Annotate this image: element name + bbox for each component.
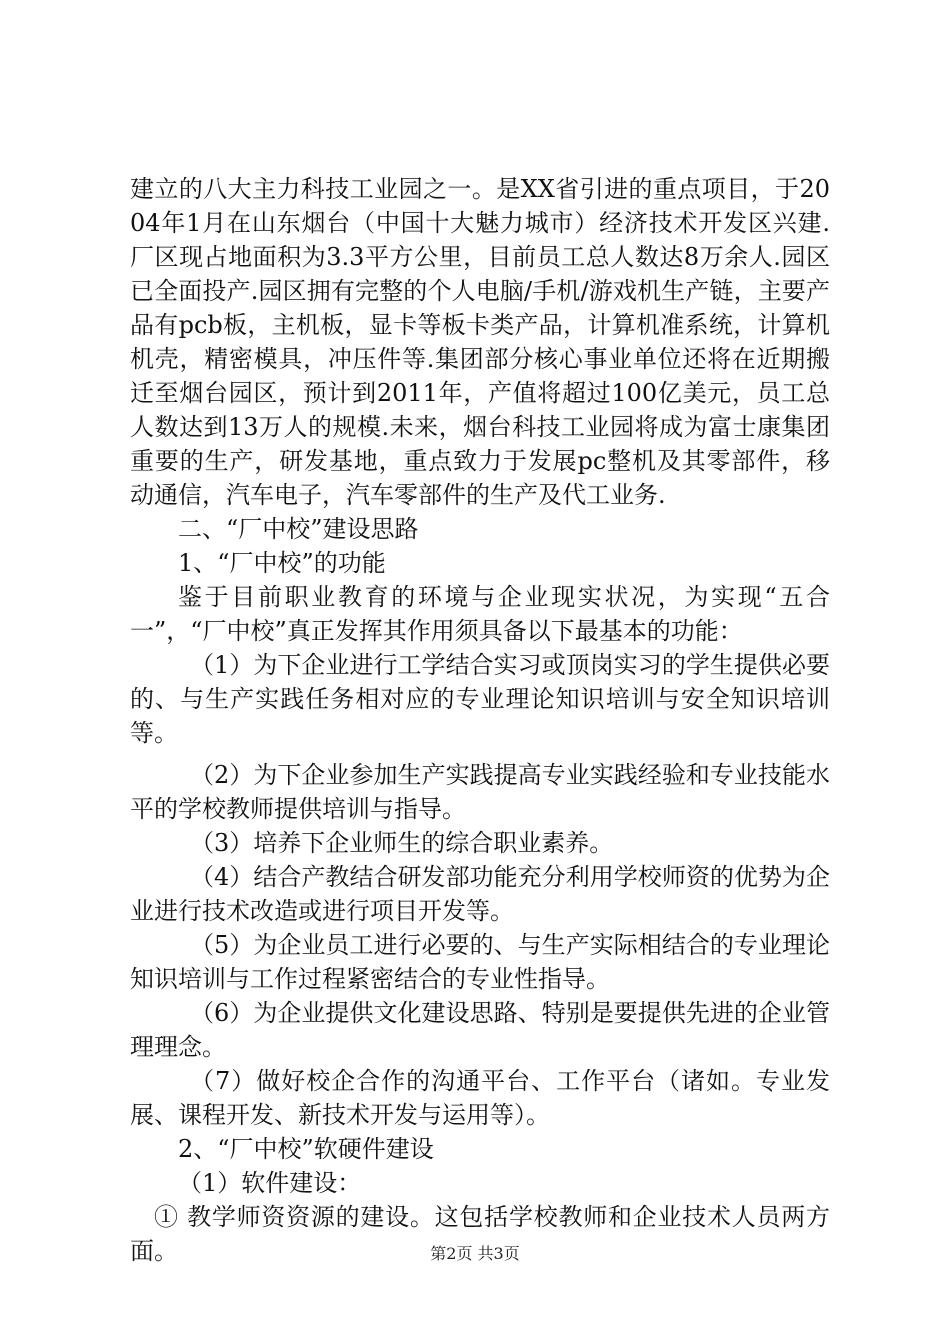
subsection-heading-2: 2、“厂中校”软硬件建设 xyxy=(178,1135,434,1163)
list-item-4: （4）结合产教结合研发部功能充分利用学校师资的优势为企业进行技术改造或进行项目开发等。 xyxy=(130,863,830,925)
list-item-5: （5）为企业员工进行必要的、与生产实际相结合的专业理论知识培训与工作过程紧密结合的专业性指导。 xyxy=(130,931,830,993)
sub-item-teaching-staff: ① 教学师资资源的建设。这包括学校教师和企业技术人员两方面。 xyxy=(130,1203,830,1265)
paragraph-intro: 建立的八大主力科技工业园之一。是XX省引进的重点项目，于2004年1月在山东烟台（中国十大魅力城市）经济技术开发区兴建.厂区现占地面积为3.3平方公里，目前员工总人数达8万余人.园区已全面投产.园区拥有完整的个人电脑/手机/游戏机生产链，主要产品有pcb板，主机板，显卡等板卡类产品，计算机准系统，计算机机壳，精密模具，冲压件等.集团部分核心事业单位还将在近期搬迁至烟台园区，预计到2011年，产值将超过100亿美元，员工总人数达到13万人的规模.未来，烟台科技工业园将成为富士康集团重要的生产，研发基地，重点致力于发展pc整机及其零部件，移动通信，汽车电子，汽车零部件的生产及代工业务. xyxy=(130,175,830,509)
subsection-heading-1: 1、“厂中校”的功能 xyxy=(178,549,386,577)
list-item-2: （2）为下企业参加生产实践提高专业实践经验和专业技能水平的学校教师提供培训与指导。 xyxy=(130,761,830,823)
list-item-6: （6）为企业提供文化建设思路、特别是要提供先进的企业管理理念。 xyxy=(130,999,830,1061)
document-body xyxy=(130,172,830,1268)
paragraph-functions-intro: 鉴于目前职业教育的环境与企业现实状况，为实现“五合一”，“厂中校”真正发挥其作用须具备以下最基本的功能： xyxy=(130,583,830,645)
sub-item-software: （1）软件建设： xyxy=(178,1169,362,1197)
list-item-3: （3）培养下企业师生的综合职业素养。 xyxy=(190,829,614,857)
page-footer: 第2页 共3页 xyxy=(430,1244,520,1263)
section-heading-2: 二、“厂中校”建设思路 xyxy=(178,515,419,543)
list-item-7: （7）做好校企合作的沟通平台、工作平台（诸如。专业发展、课程开发、新技术开发与运用等）。 xyxy=(130,1067,830,1129)
list-item-1: （1）为下企业进行工学结合实习或顶岗实习的学生提供必要的、与生产实践任务相对应的专业理论知识培训与安全知识培训等。 xyxy=(130,651,830,747)
